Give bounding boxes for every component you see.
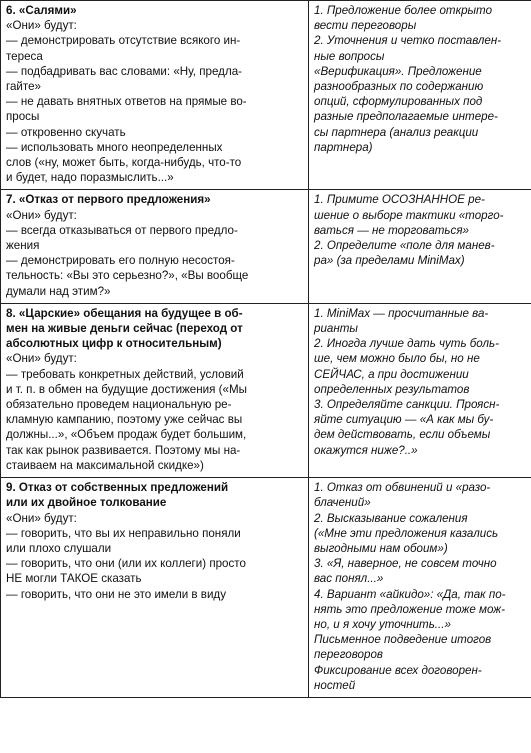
- tactic-description-cell: [1, 478, 309, 698]
- countermeasure-line: вести переговоры: [314, 19, 417, 33]
- countermeasure-line: дем действовать, если объемы: [314, 428, 491, 442]
- countermeasure-line: 2. Высказывание сожаления: [314, 511, 468, 525]
- countermeasure-line: 1. Предложение более открыто: [314, 4, 493, 17]
- countermeasure-line: определенных результатов: [314, 382, 470, 396]
- countermeasure-line: 3. «Я, наверное, не совсем точно: [314, 557, 497, 571]
- tactic-title: мен на живые деньги сейчас (переход от: [6, 322, 243, 336]
- tactics-table-body: [1, 1, 531, 698]
- countermeasure-line: яйте ситуацию — «А как мы бу-: [314, 413, 494, 427]
- tactic-line: кламную кампанию, поэтому уже сейчас вы: [6, 413, 243, 427]
- countermeasure-line: ностей: [314, 678, 356, 692]
- countermeasure-cell: [309, 478, 531, 698]
- tactic-title: 8. «Царские» обещания на будущее в об-: [6, 306, 243, 320]
- tactic-line: — демонстрировать отсутствие всякого ин-: [6, 34, 241, 48]
- tactic-line: — демонстрировать его полную несостоя-: [6, 254, 235, 268]
- tactic-line: и будет, надо поразмыслить...»: [6, 171, 174, 185]
- tactic-line: просы: [6, 110, 40, 124]
- tactic-line: «Они» будут:: [6, 19, 77, 33]
- tactic-line: — использовать много неопределенных: [6, 140, 223, 154]
- countermeasure-line: 3. Определяйте санкции. Проясн-: [314, 398, 500, 412]
- tactic-line: — не давать внятных ответов на прямые во-: [6, 95, 247, 109]
- countermeasure-line: ше, чем можно было бы, но не: [314, 352, 480, 366]
- tactic-description-cell: [1, 1, 309, 190]
- tactic-line: гайте»: [6, 80, 41, 94]
- countermeasure-line: окажутся ниже?..»: [314, 443, 418, 457]
- tactic-line: или плохо слушали: [6, 541, 112, 555]
- countermeasure-line: опций, сформулированных под: [314, 95, 483, 109]
- tactic-description-cell: [1, 303, 309, 477]
- tactic-line: «Они» будут:: [6, 208, 77, 222]
- countermeasure-line: 2. Уточнения и четко поставлен-: [314, 34, 502, 48]
- countermeasure-line: шение о выборе тактики «торго-: [314, 208, 504, 222]
- countermeasure-line: СЕЙЧАС, а при достижении: [314, 367, 469, 381]
- countermeasure-line: 1. MiniMax — просчитанные ва-: [314, 306, 489, 320]
- table-row: [1, 190, 531, 303]
- tactic-line: так как рынок развивается. Поэтому мы на-: [6, 443, 241, 457]
- countermeasure-line: ра» (за пределами MiniMax): [314, 254, 465, 268]
- tactic-line: стаиваем на максимальной скидке»): [6, 458, 204, 472]
- tactic-line: тельность: «Вы это серьезно?», «Вы вообще: [6, 269, 249, 283]
- countermeasure-line: («Мне эти предложения казались: [314, 526, 499, 540]
- table-row: [1, 303, 531, 477]
- countermeasure-line: разнообразных по содержанию: [314, 80, 484, 94]
- tactic-line: «Они» будут:: [6, 352, 77, 366]
- tactic-line: жения: [6, 239, 40, 253]
- countermeasure-line: «Верификация». Предложение: [314, 64, 482, 78]
- tactic-line: должны...», «Объем продаж будет большим,: [6, 428, 247, 442]
- countermeasure-line: рианты: [314, 322, 358, 336]
- countermeasure-line: блачений»: [314, 496, 371, 510]
- countermeasure-line: 1. Примите ОСОЗНАННОЕ ре-: [314, 193, 485, 207]
- tactic-title: 7. «Отказ от первого предложения»: [6, 193, 211, 207]
- table-row: [1, 1, 531, 190]
- countermeasure-line: 1. Отказ от обвинений и «разо-: [314, 481, 491, 495]
- tactic-line: — требовать конкретных действий, условий: [6, 367, 244, 381]
- tactic-title: или их двойное толкование: [6, 496, 167, 510]
- tactic-line: — откровенно скучать: [6, 125, 126, 139]
- countermeasure-cell: [309, 303, 531, 477]
- tactic-line: — говорить, что они не это имели в виду: [6, 587, 226, 601]
- countermeasure-line: 2. Определите «поле для манев-: [314, 239, 495, 253]
- countermeasure-line: ные вопросы: [314, 49, 385, 63]
- tactic-description-cell: [1, 190, 309, 303]
- tactic-line: думали над этим?»: [6, 284, 111, 298]
- tactic-title: абсолютных цифр к относительным): [6, 337, 222, 351]
- tactic-line: — подбадривать вас словами: «Ну, предла-: [6, 64, 243, 78]
- tactic-line: — всегда отказываться от первого предло-: [6, 223, 238, 237]
- tactic-line: «Они» будут:: [6, 511, 77, 525]
- tactic-title: 6. «Салями»: [6, 4, 77, 17]
- tactic-line: тереса: [6, 49, 43, 63]
- table-row: [1, 478, 531, 698]
- countermeasure-line: но, и я хочу уточнить...»: [314, 617, 451, 631]
- countermeasure-cell: [309, 1, 531, 190]
- countermeasure-line: 4. Вариант «айкидо»: «Да, так по-: [314, 587, 506, 601]
- countermeasure-line: сы партнера (анализ реакции: [314, 125, 479, 139]
- countermeasure-line: партнера): [314, 140, 373, 154]
- countermeasure-line: разные предполагаемые интере-: [314, 110, 498, 124]
- countermeasure-line: переговоров: [314, 648, 383, 662]
- tactic-title: 9. Отказ от собственных предложений: [6, 481, 229, 495]
- countermeasure-cell: [309, 190, 531, 303]
- countermeasure-line: ваться — не торговаться»: [314, 223, 469, 237]
- tactic-line: слов («ну, может быть, когда-нибудь, что-то: [6, 156, 242, 170]
- tactic-line: — говорить, что они (или их коллеги) просто: [6, 557, 246, 571]
- countermeasure-line: нять это предложение тоже мож-: [314, 602, 505, 616]
- tactic-line: НЕ могли ТАКОЕ сказать: [6, 572, 142, 586]
- tactic-line: — говорить, что вы их неправильно поняли: [6, 526, 241, 540]
- countermeasure-line: выгодными нам обоим»): [314, 541, 448, 555]
- countermeasure-line: Письменное подведение итогов: [314, 633, 492, 647]
- countermeasure-line: Фиксирование всех договорен-: [314, 663, 482, 677]
- tactic-line: и т. п. в обмен на будущие достижения («Мы: [6, 382, 247, 396]
- countermeasure-line: 2. Иногда лучше дать чуть боль-: [314, 337, 499, 351]
- countermeasure-line: вас понял...»: [314, 572, 384, 586]
- tactic-line: обязательно проведем национальную ре-: [6, 398, 232, 412]
